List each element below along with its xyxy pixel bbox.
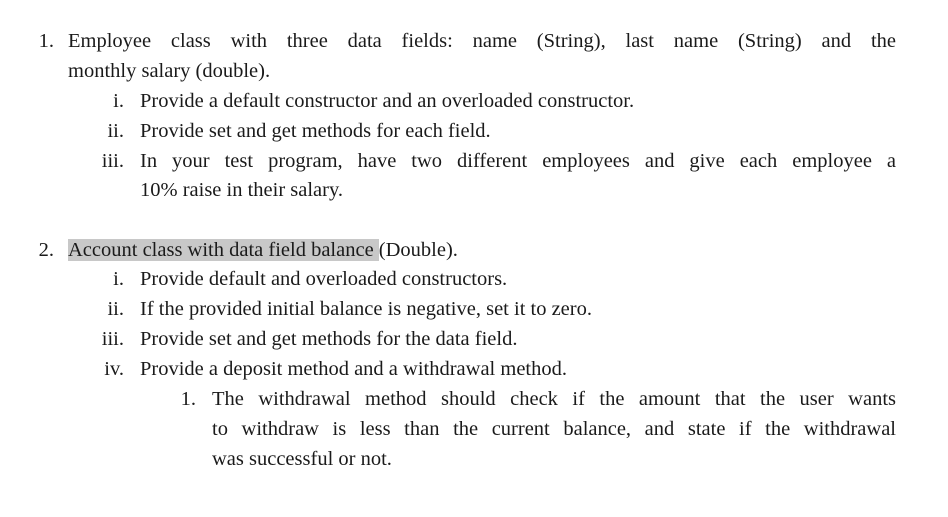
item-2-rest-text: (Double). (378, 239, 458, 261)
item-2-number: 2. (38, 239, 54, 261)
item-1-sub-i-number: i. (113, 90, 124, 112)
item-2-heading (68, 238, 458, 262)
item-1-sub-iii-line-2: 10% raise in their salary. (140, 179, 344, 201)
item-1-number: 1. (38, 30, 54, 52)
item-2-nested-line-1: The withdrawal method should check if the amount that the user wants (212, 388, 896, 410)
item-2-sub-ii-text: If the provided initial balance is negative, set it to zero. (140, 298, 592, 320)
item-2-highlighted-text: Account class with data field balance (68, 239, 379, 261)
item-1-sub-ii-number: ii. (107, 120, 124, 142)
item-1-sub-iii-line-1: In your test program, have two different employees and give each employee a (140, 150, 896, 172)
item-2-sub-iii-text: Provide set and get methods for the data field. (140, 328, 518, 350)
item-1-line-2: monthly salary (double). (68, 60, 271, 82)
item-2-nested-line-3: was successful or not. (212, 448, 392, 470)
item-1-sub-iii-number: iii. (101, 150, 124, 172)
item-2-sub-i-text: Provide default and overloaded constructors. (140, 268, 508, 290)
item-1-sub-i-text: Provide a default constructor and an overloaded constructor. (140, 90, 635, 112)
item-1-line-1: Employee class with three data fields: name (String), last name (String) and the (68, 30, 896, 52)
item-2-sub-i-number: i. (113, 268, 124, 290)
item-2-nested-line-2: to withdraw is less than the current balance, and state if the withdrawal (212, 418, 896, 440)
item-2-sub-iii-number: iii. (101, 328, 124, 350)
item-2-sub-ii-number: ii. (107, 298, 124, 320)
item-2-sub-iv-number: iv. (104, 358, 124, 380)
item-2-sub-iv-text: Provide a deposit method and a withdrawal method. (140, 358, 567, 380)
item-1-sub-ii-text: Provide set and get methods for each field. (140, 120, 491, 142)
item-2-nested-number: 1. (180, 388, 196, 410)
